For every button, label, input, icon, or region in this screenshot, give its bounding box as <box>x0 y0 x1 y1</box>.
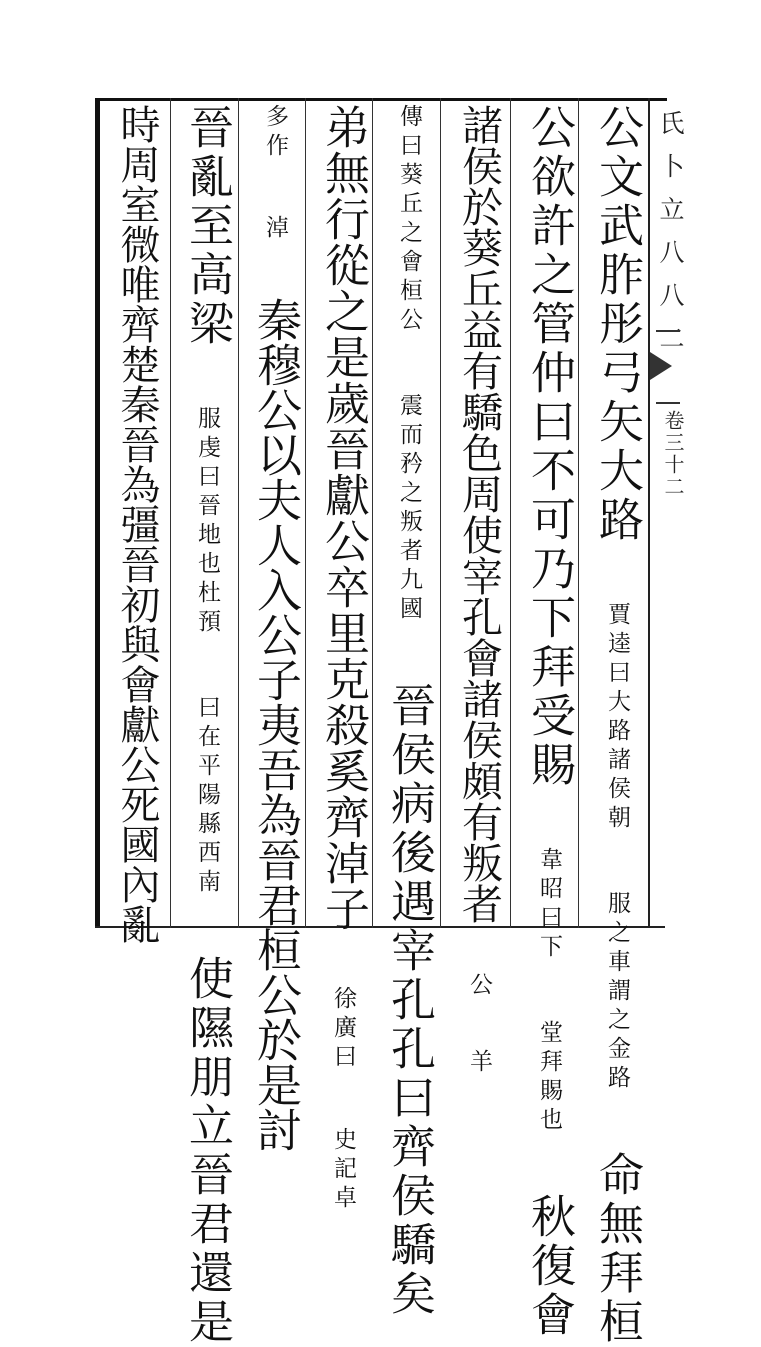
column-divider <box>578 98 579 928</box>
text-column-8 <box>108 104 166 944</box>
column-4-main-text-cont: 晉侯病後遇宰孔孔曰齊侯驕矣 <box>383 682 436 1319</box>
column-divider <box>510 98 511 928</box>
column-3-annotation <box>450 972 508 1078</box>
column-8-main-text: 時周室微唯齊楚秦晉為彊晉初與會獻公死國內亂 <box>114 104 160 944</box>
column-2-annotation <box>520 847 578 1136</box>
column-2-annotation-line-2: 堂拜賜也 <box>536 1020 562 1136</box>
column-2-annotation-line-1: 韋昭曰下 <box>536 847 562 963</box>
column-6-main-text-cont: 秦穆公以夫人入公子夷吾為晉君桓公於是討 <box>249 297 302 1152</box>
column-1-annotation-line-1: 賈逵曰大路諸侯朝 <box>604 602 630 834</box>
text-column-2 <box>520 104 578 1340</box>
text-column-4 <box>380 104 438 1319</box>
column-5-annotation-line-2: 史記卓 <box>330 1127 356 1214</box>
column-7-annotation-line-2: 曰在平陽縣西南 <box>194 695 220 898</box>
column-3-main-text: 諸侯於葵丘益有驕色周使宰孔會諸侯頗有叛者 <box>455 104 503 924</box>
column-5-main-text: 弟無行從之是歲晉獻公卒里克殺奚齊淖子 <box>317 104 370 932</box>
column-6-annotation-line-1: 多作 <box>262 104 288 162</box>
column-5-annotation <box>314 986 372 1214</box>
margin-section-label: 卷三十二 <box>661 410 685 498</box>
column-5-annotation-line-1: 徐廣曰 <box>330 986 356 1073</box>
column-4-annotation-line-2: 震而矜之叛者九國 <box>396 393 422 625</box>
column-6-annotation <box>246 104 304 244</box>
column-1-annotation <box>588 602 646 1094</box>
text-column-5 <box>314 104 372 1214</box>
column-divider <box>440 98 441 928</box>
text-column-1 <box>588 104 646 1347</box>
column-2-main-text: 公欲許之管仲曰不可乃下拜受賜 <box>523 104 576 790</box>
column-divider <box>238 98 239 928</box>
column-1-main-text: 公文武胙彤弓矢大路 <box>591 104 644 545</box>
column-3-annotation-line-2: 羊 <box>466 1049 492 1078</box>
column-6-annotation-line-2: 淖 <box>262 215 288 244</box>
column-4-annotation-line-1: 傳曰葵丘之會桓公 <box>396 104 422 336</box>
column-3-annotation-line-1: 公 <box>466 972 492 1001</box>
margin-header-text: 氏卜立八八二 <box>656 110 685 368</box>
column-divider <box>170 98 171 928</box>
column-divider <box>372 98 373 928</box>
margin-fishtail-mark <box>650 352 672 380</box>
column-7-annotation-line-1: 服虔曰晉地也杜預 <box>194 406 220 638</box>
column-2-main-text-cont: 秋復會 <box>523 1193 576 1340</box>
column-1-main-text-cont: 命無拜桓 <box>591 1151 644 1347</box>
text-column-3 <box>450 104 508 1078</box>
column-7-main-text: 晉亂至高梁 <box>181 104 234 349</box>
text-column-7 <box>178 104 236 1347</box>
column-4-annotation <box>380 104 438 625</box>
column-1-annotation-line-2: 服之車謂之金路 <box>604 891 630 1094</box>
column-7-annotation <box>178 406 236 898</box>
column-divider <box>305 98 306 928</box>
right-rule <box>648 98 650 928</box>
text-column-6 <box>246 104 304 1152</box>
column-7-main-text-cont: 使隰朋立晉君還是 <box>181 955 234 1347</box>
